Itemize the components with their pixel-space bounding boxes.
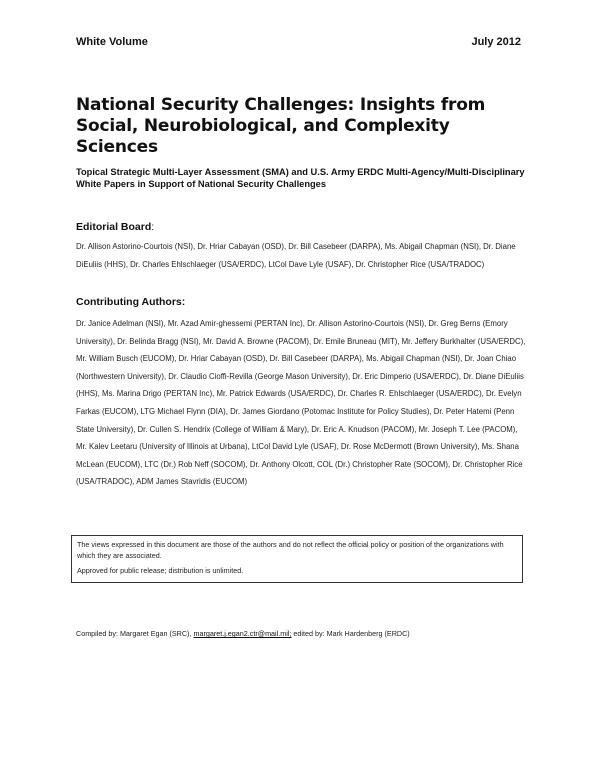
document-title: National Security Challenges: Insights from Social, Neurobiological, and Complexity Sciences <box>76 95 486 157</box>
compiled-by-prefix: Compiled by: Margaret Egan (SRC), <box>76 629 194 638</box>
compiled-by-line <box>76 629 526 638</box>
editorial-board-list: Dr. Allison Astorino-Courtois (NSI), Dr. Hriar Cabayan (OSD), Dr. Bill Casebeer (DARPA), Ms. Abigail Chapman (NSI), Dr. Diane DiEuliis (HHS), Dr. Charles Ehlschlaeger (USA/ERDC), LtCol Dave Lyle (USAF), Dr. Christopher Rice (USA/TRADOC) <box>76 242 516 269</box>
date-label: July 2012 <box>471 36 521 48</box>
disclaimer-views: The views expressed in this document are those of the authors and do not reflect the official policy or position of the organizations with which they are associated. <box>77 540 504 561</box>
editorial-board-heading <box>76 221 154 233</box>
document-subtitle: Topical Strategic Multi-Layer Assessment (SMA) and U.S. Army ERDC Multi-Agency/Multi-Disciplinary White Papers in Support of National Security Challenges <box>76 167 525 189</box>
disclaimer-release: Approved for public release; distribution is unlimited. <box>77 565 244 575</box>
disclaimer-box <box>71 535 523 583</box>
page-header <box>76 36 521 50</box>
volume-label: White Volume <box>76 36 148 48</box>
contributing-authors-heading: Contributing Authors: <box>76 296 186 308</box>
compiler-email-link[interactable]: margaret.j.egan2.ctr@mail.mil; <box>193 629 292 638</box>
editorial-board-heading-text: Editorial Board <box>76 221 152 233</box>
compiled-by-suffix: edited by: Mark Hardenberg (ERDC) <box>291 629 410 638</box>
contributing-authors-list: Dr. Janice Adelman (NSI), Mr. Azad Amir-ghessemi (PERTAN Inc), Dr. Allison Astorino-Courtois (NSI), Dr. Greg Berns (Emory University), Dr. Belinda Bragg (NSI), Mr. David A. Browne (PACOM), Dr. Emile Bruneau (MIT), Mr. Jeffery Burkhalter (USA/ERDC), Mr. William Busch (EUCOM), Dr. Hriar Cabayan (OSD), Dr. Bill Casebeer (DARPA), Ms. Abigail Chapman (NSI), Dr. Joan Chiao (Northwestern University), Dr. Claudio Cioffi-Revilla (George Mason University), Dr. Eric Dimperio (USA/ERDC), Dr. Diane DiEuliis (HHS), Ms. Marina Drigo (PERTAN Inc), Mr. Patrick Edwards (USA/ERDC), Dr. Charles R. Ehlschlaeger (USA/ERDC), Dr. Evelyn Farkas (EUCOM), LTG Michael Flynn (DIA), Dr. James Giordano (Potomac Institute for Policy Studies), Dr. Peter Hatemi (Penn State University), Dr. Cullen S. Hendrix (College of William & Mary), Dr. Eric A. Knudson (PACOM), Mr. Joseph T. Lee (PACOM), Mr. Kalev Leetaru (University of Illinois at Urbana), LtCol David Lyle (USAF), Dr. Rose McDermott (Brown University), Ms. Shana McLean (EUCOM), LTC (Dr.) Rob Neff (SOCOM), Dr. Anthony Olcott, COL (Dr.) Christopher Rate (SOCOM), Dr. Christopher Rice (USA/TRADOC), ADM James Stavridis (EUCOM) <box>76 319 526 487</box>
editorial-board-heading-colon: : <box>151 221 155 233</box>
